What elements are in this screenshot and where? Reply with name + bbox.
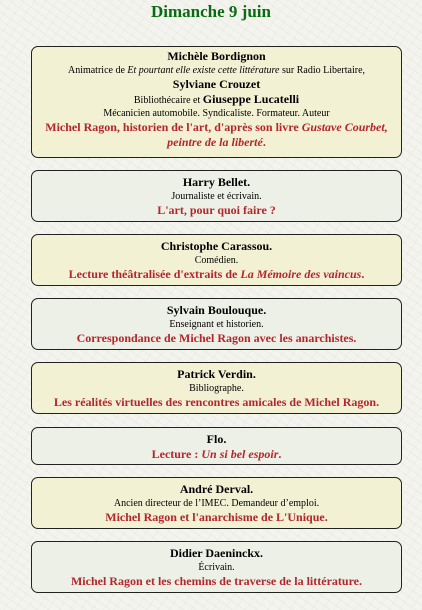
speaker-name: Sylviane Crouzet (172, 77, 261, 91)
talk-title: Michel Ragon et les chemins de traverse de la littérature. (70, 574, 363, 588)
speaker-description: Animatrice de Et pourtant elle existe cette littérature sur Radio Libertaire, (67, 65, 366, 76)
speaker-name: Patrick Verdin. (177, 367, 256, 381)
page-title: Dimanche 9 juin (151, 2, 271, 21)
speaker-name: Sylvain Boulouque. (166, 303, 267, 317)
program-card-bordignon-crouzet-lucatelli (31, 46, 402, 158)
talk-title: Michel Ragon, historien de l'art, d'après son livre Gustave Courbet, peintre de la liberté. (45, 120, 388, 149)
talk-title: L'art, pour quoi faire ? (157, 203, 276, 217)
speaker-name: Flo. (206, 432, 227, 446)
program-card-bellet (31, 170, 402, 222)
program-card-daeninckx (31, 541, 402, 593)
talk-title: Correspondance de Michel Ragon avec les anarchistes. (76, 331, 357, 345)
speaker-name: André Derval. (179, 482, 254, 496)
speaker-description: Ancien directeur de l’IMEC. Demandeur d’emploi. (113, 498, 320, 509)
speaker-name: Didier Daeninckx. (169, 546, 264, 560)
speaker-description: Bibliothécaire et Giuseppe Lucatelli (133, 92, 300, 106)
speaker-description: Enseignant et historien. (169, 319, 264, 330)
program-card-flo (31, 427, 402, 465)
talk-title: Michel Ragon et l'anarchisme de L'Unique. (105, 510, 328, 524)
program-card-carassou (31, 234, 402, 286)
speaker-name: Giuseppe Lucatelli (202, 92, 300, 106)
speaker-name: Christophe Carassou. (160, 239, 273, 253)
program-card-boulouque (31, 298, 402, 350)
speaker-description: Journaliste et écrivain. (171, 191, 262, 202)
speaker-description: Bibliographe. (189, 383, 244, 394)
speaker-name: Michèle Bordignon (167, 49, 266, 63)
speaker-description: Comédien. (194, 255, 239, 266)
program-card-derval (31, 477, 402, 529)
talk-title: Les réalités virtuelles des rencontres amicales de Michel Ragon. (53, 395, 380, 409)
talk-title: Lecture théâtralisée d'extraits de La Mémoire des vaincus. (68, 267, 365, 281)
speaker-name: Harry Bellet. (182, 175, 251, 189)
talk-title: Lecture : Un si bel espoir. (151, 447, 282, 461)
speaker-description: Mécanicien automobile. Syndicaliste. Formateur. Auteur (103, 108, 330, 119)
speaker-description: Écrivain. (198, 562, 235, 573)
program-card-verdin (31, 362, 402, 414)
